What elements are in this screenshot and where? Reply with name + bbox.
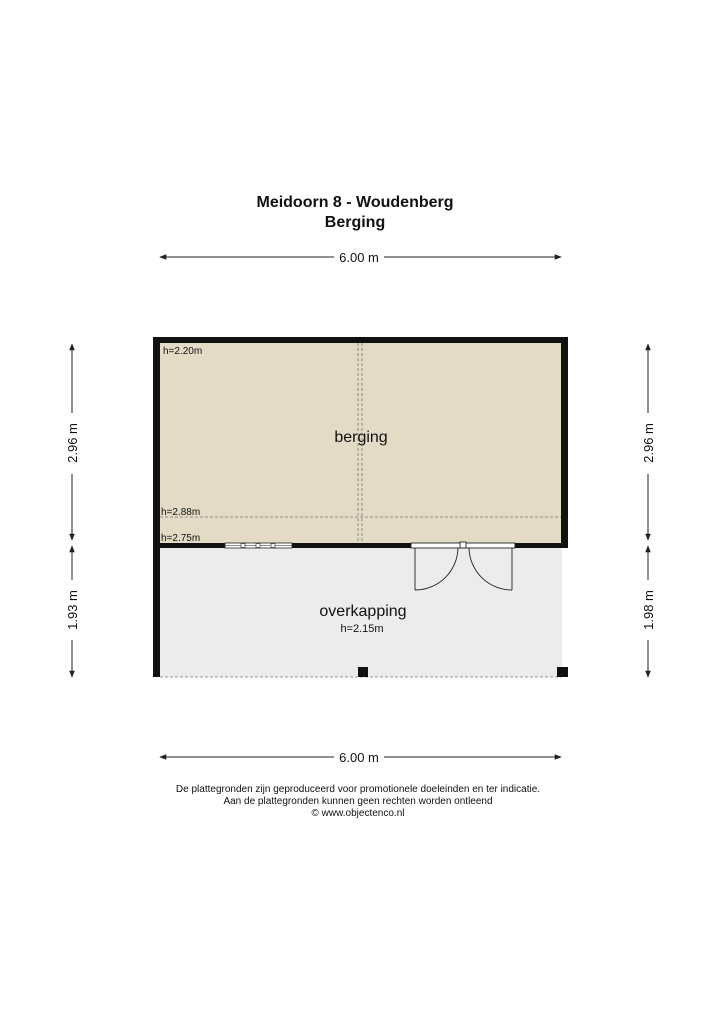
room-berging-label: berging — [334, 429, 388, 446]
dimension-left-upper-label: 2.96 m — [65, 423, 80, 463]
dimension-left-upper — [65, 344, 80, 540]
room-overkapping-height: h=2.15m — [340, 623, 384, 635]
dimension-right-upper — [641, 344, 656, 540]
dimension-right-lower-label: 1.98 m — [641, 590, 656, 630]
disclaimer-line-1: De plattegronden zijn geproduceerd voor promotionele doeleinden en ter indicatie. — [175, 784, 541, 795]
plan-subtitle: Berging — [324, 214, 386, 231]
room-overkapping-label: overkapping — [319, 603, 407, 620]
window — [225, 543, 292, 548]
height-label-top-left: h=2.20m — [163, 346, 203, 357]
dimension-top — [160, 250, 561, 265]
dimension-top-label: 6.00 m — [339, 250, 379, 265]
dimension-left-lower — [65, 546, 80, 677]
plan-title: Meidoorn 8 - Woudenberg — [256, 194, 454, 211]
dimension-bottom — [160, 750, 561, 765]
copyright-line: © www.objectenco.nl — [311, 808, 405, 819]
height-label-mid: h=2.88m — [161, 507, 201, 518]
dimension-right-lower — [641, 546, 656, 677]
dimension-bottom-label: 6.00 m — [339, 750, 379, 765]
height-label-low: h=2.75m — [161, 533, 201, 544]
dimension-right-upper-label: 2.96 m — [641, 423, 656, 463]
disclaimer-line-2: Aan de plattegronden kunnen geen rechten worden ontleend — [223, 796, 493, 807]
dimension-left-lower-label: 1.93 m — [65, 590, 80, 630]
